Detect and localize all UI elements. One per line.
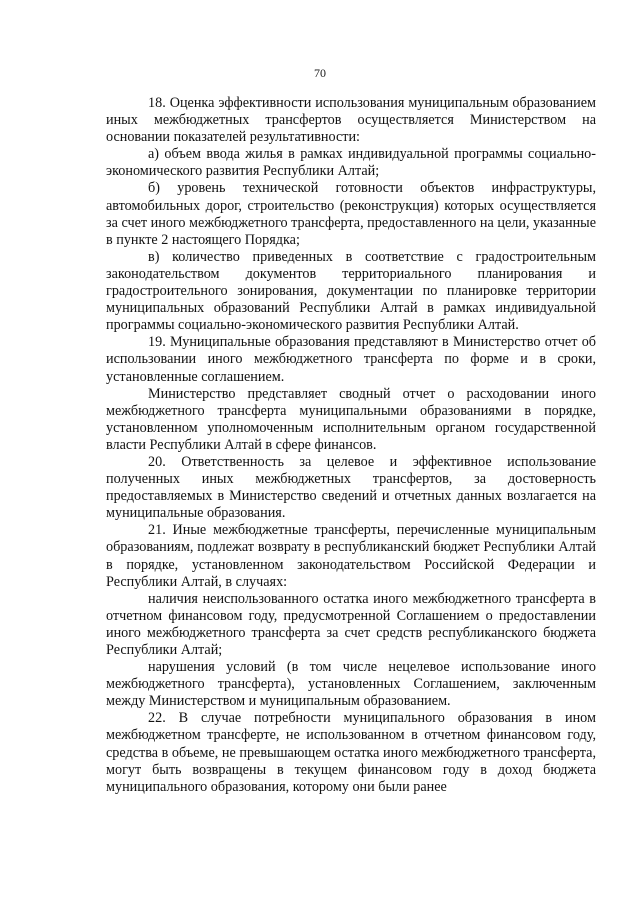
paragraph-18a: а) объем ввода жилья в рамках индивидуальной программы социально-экономического развития Республики Алтай; bbox=[106, 146, 596, 180]
paragraph-18b: б) уровень технической готовности объектов инфраструктуры, автомобильных дорог, строительство (реконструкция) которых осуществляется за счет иного межбюджетного трансферта, предоставленного на цели, указанные в пункте 2 настоящего Порядка; bbox=[106, 180, 596, 248]
paragraph-21-case-2: нарушения условий (в том числе нецелевое использование иного межбюджетного трансферта), установленных Соглашением, заключенным между Министерством и муниципальным образованием. bbox=[106, 659, 596, 710]
paragraph-18: 18. Оценка эффективности использования муниципальным образованием иных межбюджетных трансфертов осуществляется Министерством на основании показателей результативности: bbox=[106, 95, 596, 146]
document-body bbox=[106, 95, 596, 796]
paragraph-22: 22. В случае потребности муниципального образования в ином межбюджетном трансферте, не использованном в отчетном финансовом году, средства в объеме, не превышающем остатка иного межбюджетного трансферта, могут быть возвращены в текущем финансовом году в доход бюджета муниципального образования, которому они были ранее bbox=[106, 710, 596, 795]
paragraph-20: 20. Ответственность за целевое и эффективное использование полученных иных межбюджетных трансфертов, за достоверность предоставляемых в Министерство сведений и отчетных данных возлагается на муниципальные образования. bbox=[106, 453, 596, 522]
paragraph-21: 21. Иные межбюджетные трансферты, перечисленные муниципальным образованиям, подлежат возврату в республиканский бюджет Республики Алтай в порядке, установленном законодательством Российской Федерации и Республики Алтай, в случаях: bbox=[106, 522, 596, 590]
paragraph-19-report: Министерство представляет сводный отчет о расходовании иного межбюджетного трансферта муниципальными образованиями в порядке, установленном уполномоченным исполнительным органом государственной власти Республики Алтай в сфере финансов. bbox=[106, 385, 596, 453]
paragraph-19: 19. Муниципальные образования представляют в Министерство отчет об использовании иного межбюджетного трансферта по форме и в сроки, установленные соглашением. bbox=[106, 334, 596, 385]
page-number: 70 bbox=[314, 66, 326, 80]
paragraph-21-case-1: наличия неиспользованного остатка иного межбюджетного трансферта в отчетном финансовом году, предусмотренной Соглашением о предоставлении иного межбюджетного трансферта за счет средств республиканского бюджета Республики Алтай; bbox=[106, 590, 596, 658]
paragraph-18v: в) количество приведенных в соответствие с градостроительным законодательством документов территориального планирования и градостроительного зонирования, документации по планировке территории муниципальных образований Республики Алтай в рамках индивидуальной программы социально-экономического развития Республики Алтай. bbox=[106, 248, 596, 334]
